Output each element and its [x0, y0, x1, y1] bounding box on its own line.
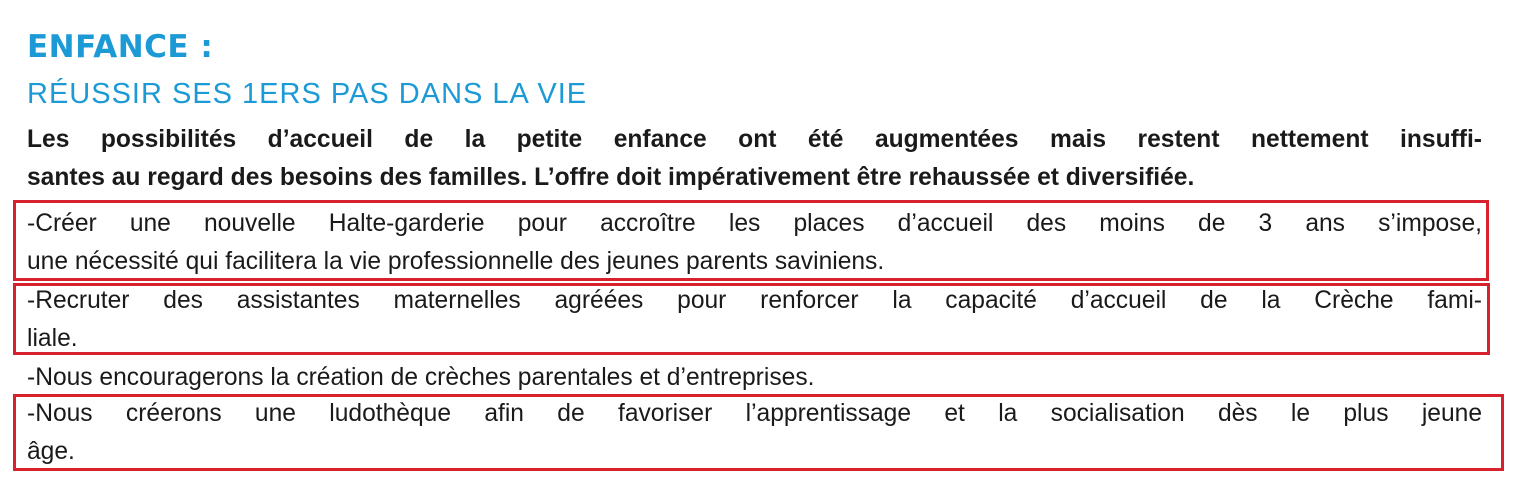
list-item-line-2: une nécessité qui facilitera la vie professionnelle des jeunes parents saviniens. [27, 248, 885, 275]
list-item-line-1: -Nous créerons une ludothèque afin de favoriser l’apprentissage et la socialisation dès le plus jeune [27, 400, 1482, 427]
intro-line-2: santes au regard des besoins des familles. L’offre doit impérativement être rehaussée et diversifiée. [27, 164, 1195, 191]
section-subheading: RÉUSSIR SES 1ERS PAS DANS LA VIE [27, 78, 588, 110]
list-item-line-2: âge. [27, 438, 75, 465]
highlight-box-halte-garderie [13, 200, 1489, 281]
list-item-line-1: -Créer une nouvelle Halte-garderie pour accroître les places d’accueil des moins de 3 ans s’impose, [27, 210, 1482, 237]
highlight-box-assistantes-maternelles [13, 283, 1490, 355]
list-item-line-1: -Nous encouragerons la création de crèches parentales et d’entreprises. [27, 364, 815, 391]
intro-line-1: Les possibilités d’accueil de la petite enfance ont été augmentées mais restent nettement insuffi- [27, 126, 1482, 153]
section-heading: ENFANCE : [27, 29, 214, 65]
list-item-line-2: liale. [27, 325, 78, 352]
list-item-creches-parentales [27, 359, 1482, 397]
intro-paragraph [27, 121, 1482, 197]
list-item-line-1: -Recruter des assistantes maternelles agréées pour renforcer la capacité d’accueil de la Crèche fami- [27, 287, 1482, 314]
highlight-box-ludotheque [13, 394, 1504, 471]
